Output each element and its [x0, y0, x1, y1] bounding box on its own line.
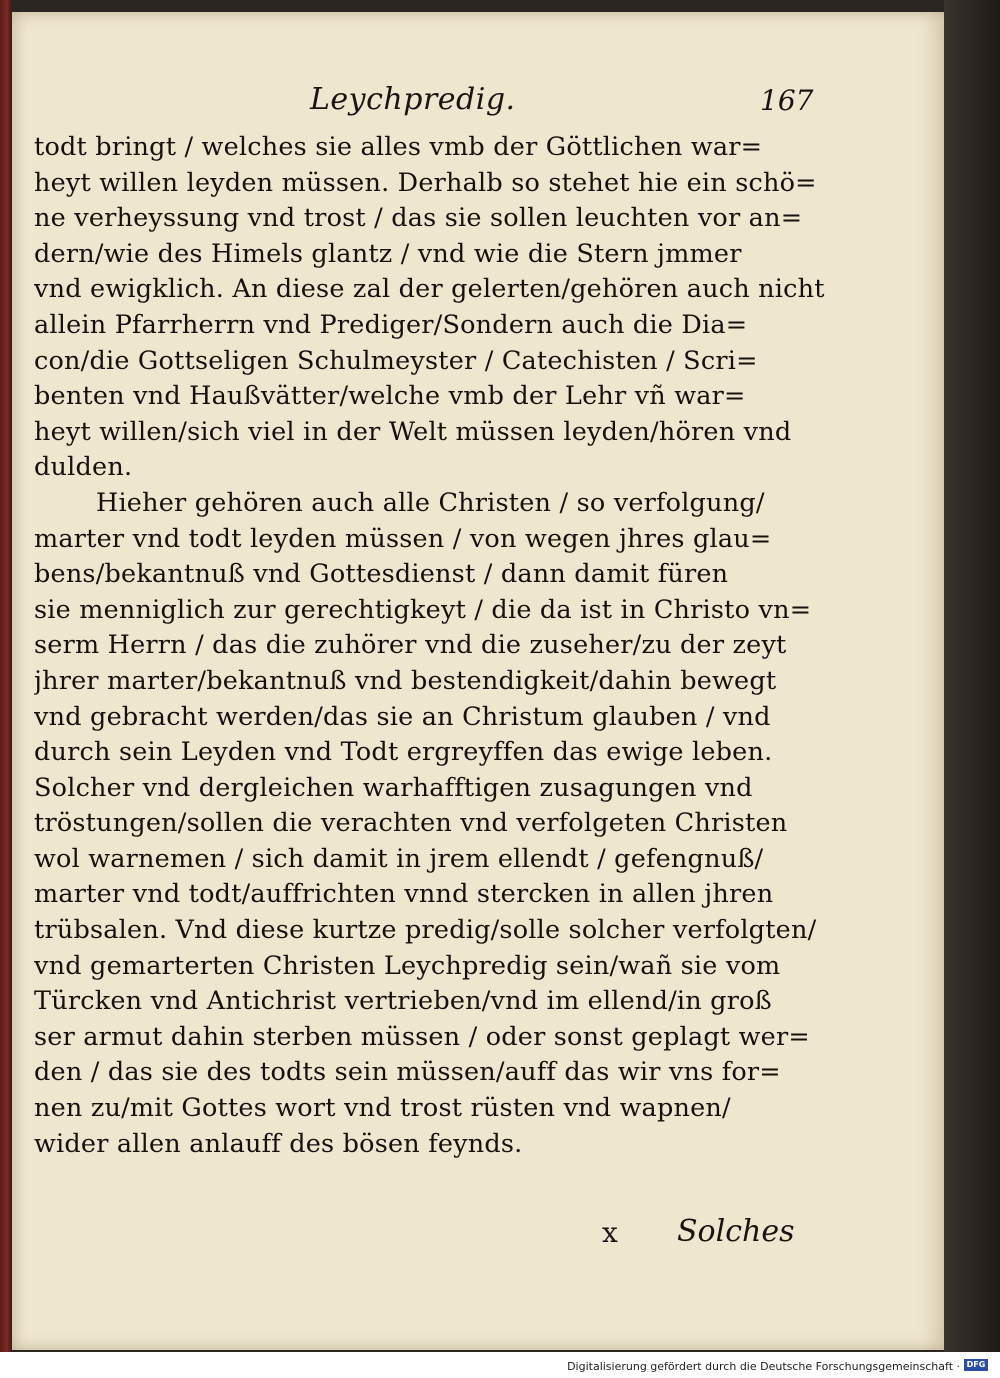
- text-line: marter vnd todt/auffrichten vnnd stercken in allen jhren: [34, 879, 774, 910]
- funding-credit: Digitalisierung gefördert durch die Deutsche Forschungsgemeinschaft ·: [567, 1360, 960, 1373]
- right-margin-shadow: [944, 0, 1000, 1352]
- text-line: sie menniglich zur gerechtigkeyt / die da ist in Christo vn=: [34, 594, 812, 625]
- text-line: todt bringt / welches sie alles vmb der Göttlichen war=: [34, 132, 763, 162]
- text-line: wider allen anlauff des bösen feynds.: [34, 1128, 523, 1159]
- running-head-title: Leychpredig.: [310, 82, 516, 117]
- text-line: durch sein Leyden vnd Todt ergreyffen das ewige leben.: [34, 737, 773, 768]
- text-line: vnd gemarterten Christen Leychpredig sein/wañ sie vom: [34, 950, 781, 981]
- text-line: marter vnd todt leyden müssen / von wegen jhres glau=: [34, 523, 772, 554]
- running-head: [12, 82, 944, 122]
- book-edge: [0, 0, 12, 1352]
- book-page: [12, 12, 944, 1350]
- text-line: vnd ewigklich. An diese zal der gelerten/gehören auch nicht: [34, 274, 825, 305]
- text-line: Solcher vnd dergleichen warhafftigen zusagungen vnd: [34, 772, 753, 803]
- dfg-logo: DFG: [964, 1359, 988, 1371]
- text-line: tröstungen/sollen die verachten vnd verfolgeten Christen: [34, 808, 788, 839]
- text-line: allein Pfarrherrn vnd Prediger/Sondern auch die Dia=: [34, 309, 748, 340]
- catchword: Solches: [677, 1214, 795, 1249]
- text-line: heyt willen/sich viel in der Welt müssen leyden/hören vnd: [34, 416, 792, 447]
- page-number: 167: [760, 84, 814, 117]
- text-line: wol warnemen / sich damit in jrem ellendt / gefengnuß/: [34, 843, 764, 874]
- text-line: Türcken vnd Antichrist vertrieben/vnd im ellend/in groß: [34, 986, 772, 1017]
- text-line: nen zu/mit Gottes wort vnd trost rüsten vnd wapnen/: [34, 1093, 731, 1124]
- text-line: heyt willen leyden müssen. Derhalb so stehet hie ein schö=: [34, 167, 817, 198]
- text-line: dern/wie des Himels glantz / vnd wie die Stern jmmer: [34, 238, 742, 269]
- text-line: dulden.: [34, 452, 133, 483]
- text-line: den / das sie des todts sein müssen/auff das wir vns for=: [34, 1057, 781, 1088]
- text-line: bens/bekantnuß vnd Gottesdienst / dann damit füren: [34, 559, 729, 590]
- text-line: con/die Gottseligen Schulmeyster / Catechisten / Scri=: [34, 345, 758, 376]
- text-line: trübsalen. Vnd diese kurtze predig/solle solcher verfolgten/: [34, 915, 817, 946]
- text-line: vnd gebracht werden/das sie an Christum glauben / vnd: [34, 701, 771, 732]
- paragraph-start-line: Hieher gehören auch alle Christen / so verfolgung/: [96, 487, 765, 518]
- text-line: serm Herrn / das die zuhörer vnd die zuseher/zu der zeyt: [34, 630, 787, 661]
- text-line: ne verheyssung vnd trost / das sie sollen leuchten vor an=: [34, 203, 803, 234]
- catchword-line: [12, 1214, 944, 1254]
- footer-bar: [0, 1352, 1000, 1378]
- text-line: jhrer marter/bekantnuß vnd bestendigkeit/dahin bewegt: [34, 665, 777, 696]
- text-line: benten vnd Haußvätter/welche vmb der Lehr vñ war=: [34, 381, 746, 412]
- body-text: [34, 130, 834, 1162]
- signature-mark: x: [602, 1216, 618, 1249]
- text-line: ser armut dahin sterben müssen / oder sonst geplagt wer=: [34, 1021, 810, 1052]
